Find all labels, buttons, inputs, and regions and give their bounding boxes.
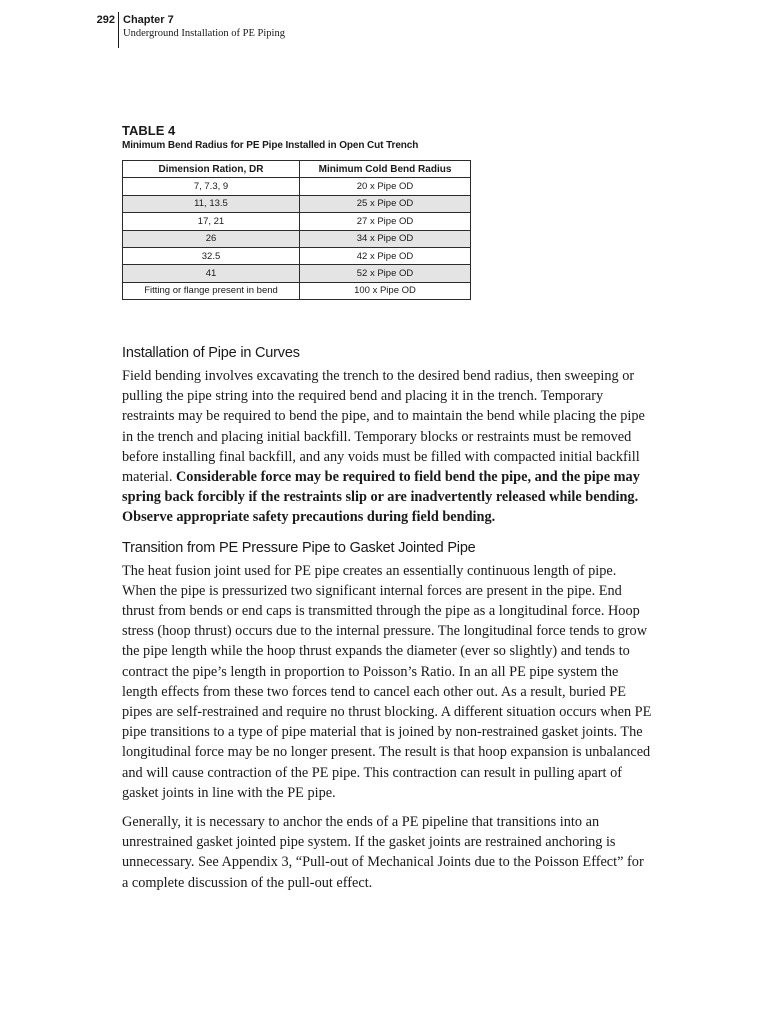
table-cell-radius: 42 x Pipe OD [300,247,471,264]
table-row [123,195,471,212]
table-cell-radius: 20 x Pipe OD [300,178,471,195]
running-header [0,12,768,48]
table-row [123,230,471,247]
table-cell-radius: 27 x Pipe OD [300,213,471,230]
chapter-title: Underground Installation of PE Piping [123,28,285,39]
header-divider [118,12,119,48]
chapter-label: Chapter 7 [123,14,174,26]
bend-radius-table [122,160,471,300]
column-header-bend-radius: Minimum Cold Bend Radius [300,161,471,178]
table-cell-dr: 17, 21 [123,213,300,230]
transition-paragraph: The heat fusion joint used for PE pipe creates an essentially continuous length of pipe. When the pipe is pressurized two significant internal forces are present in the pipe. End thrust from bends or end caps is transmitted through the pipe as a longitudinal force. Hoop stress (hoop thrust) occurs due to the internal pressure. The longitudinal force tends to grow the pipe length while the hoop thrust expands the diameter (ever so slightly) and tends to contract the pipe’s length in proportion to Poisson’s Ratio. In an all PE pipe system the length effects from these two forces tend to cancel each other out. As a result, buried PE pipes are self-restrained and require no thrust blocking. A different situation occurs when PE pipe transitions to a type of pipe material that is joined by non-restrained gasket joints. The longitudinal force may be no longer present. The result is that hoop expansion is unbalanced and will cause contraction of the PE pipe. This contraction can result in pulling apart of gasket joints in line with the PE pipe. [122,562,652,801]
table-block [122,123,471,300]
table-header-row [123,161,471,178]
table-cell-radius: 52 x Pipe OD [300,265,471,282]
body-content [122,345,652,893]
table-cell-dr: 7, 7.3, 9 [123,178,300,195]
table-cell-radius: 100 x Pipe OD [300,282,471,299]
table-row [123,265,471,282]
table-cell-radius: 25 x Pipe OD [300,195,471,212]
table-cell-dr: 32.5 [123,247,300,264]
table-cell-dr: 26 [123,230,300,247]
curves-paragraph [122,366,652,528]
table-cell-radius: 34 x Pipe OD [300,230,471,247]
table-row [123,178,471,195]
table-cell-dr: Fitting or flange present in bend [123,282,300,299]
page-number: 292 [96,14,115,26]
section-heading-curves: Installation of Pipe in Curves [122,345,300,361]
table-label: TABLE 4 [122,123,176,138]
table-caption: Minimum Bend Radius for PE Pipe Installed in Open Cut Trench [122,140,419,151]
section-heading-transition: Transition from PE Pressure Pipe to Gasket Jointed Pipe [122,539,476,556]
table-cell-dr: 41 [123,265,300,282]
table-row [123,282,471,299]
table-row [123,213,471,230]
table-cell-dr: 11, 13.5 [123,195,300,212]
safety-warning-text: Considerable force may be required to field bend the pipe, and the pipe may spring back forcibly if the restraints slip or are inadvertently released while bending. Observe appropriate safety precautions during field bending. [122,469,640,526]
anchoring-paragraph: Generally, it is necessary to anchor the ends of a PE pipeline that transitions into an unrestrained gasket jointed pipe system. If the gasket joints are restrained anchoring is unnecessary. See Appendix 3, “Pull-out of Mechanical Joints due to the Poisson Effect” for a complete discussion of the pull-out effect. [122,814,644,891]
curves-paragraph-text: Field bending involves excavating the trench to the desired bend radius, then sweeping or pulling the pipe string into the required bend and placing it in the trench. Temporary restraints may be required to bend the pipe, and to maintain the bend while placing the pipe in the trench and placing initial backfill. Temporary blocks or restraints must be removed before installing final backfill, and any voids must be filled with compacted initial backfill material. [122,368,645,486]
table-row [123,247,471,264]
column-header-dr: Dimension Ration, DR [123,161,300,178]
